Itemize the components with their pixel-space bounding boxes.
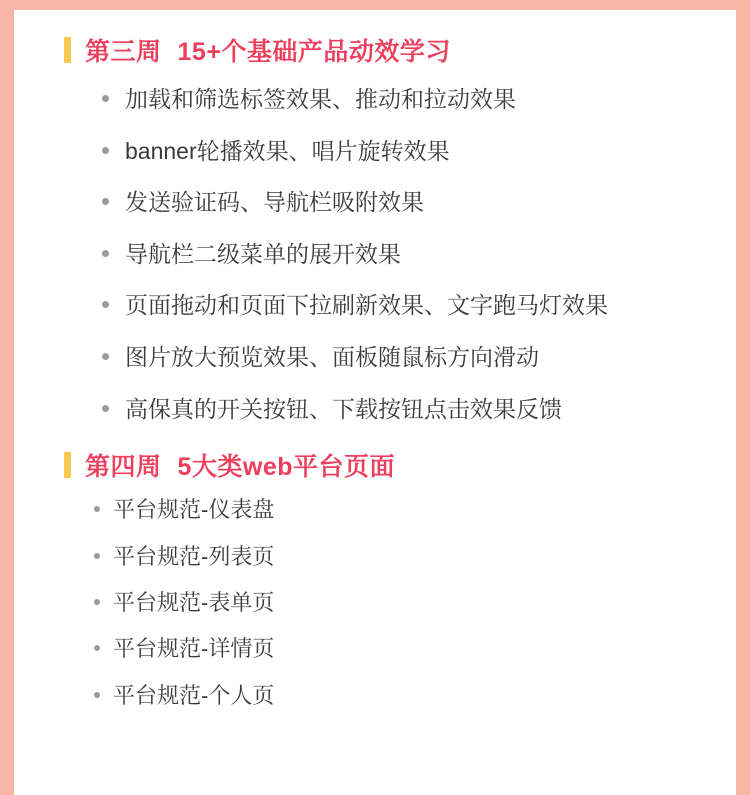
list-item-label: 导航栏二级菜单的展开效果	[125, 240, 401, 267]
section-title-label: 15+个基础产品动效学习	[177, 38, 451, 66]
bullet-dot-icon	[94, 599, 100, 605]
list-item	[102, 189, 722, 217]
list-item	[102, 138, 722, 166]
bullet-dot-icon	[94, 506, 100, 512]
list-item	[94, 544, 722, 570]
accent-bar-icon	[64, 452, 71, 478]
bullet-dot-icon	[102, 95, 109, 102]
bullet-dot-icon	[102, 198, 109, 205]
page-content	[28, 10, 722, 795]
section-week-label: 第四周	[85, 453, 162, 482]
list-item-label: 平台规范-列表页	[113, 543, 275, 569]
list-item	[102, 241, 722, 269]
list-item-label: 平台规范-仪表盘	[113, 497, 275, 523]
list-item-label: 平台规范-个人页	[113, 682, 275, 708]
section-header-week-three	[64, 32, 722, 68]
list-item	[94, 497, 722, 523]
accent-bar-icon	[64, 37, 71, 63]
list-item-label: 高保真的开关按钮、下载按钮点击效果反馈	[125, 395, 562, 422]
list-item-label: banner轮播效果、唱片旋转效果	[125, 137, 450, 164]
bullet-dot-icon	[94, 645, 100, 651]
list-item	[102, 86, 722, 114]
list-item-label: 平台规范-表单页	[113, 589, 275, 615]
bullet-dot-icon	[102, 147, 109, 154]
bullet-dot-icon	[102, 250, 109, 257]
section-week-four	[28, 447, 722, 709]
list-item	[94, 590, 722, 616]
bullet-dot-icon	[94, 553, 100, 559]
bullet-dot-icon	[94, 692, 100, 698]
list-item	[102, 292, 722, 320]
topic-list-week-four	[94, 497, 722, 709]
topic-list-week-three	[102, 86, 722, 423]
list-item	[94, 683, 722, 709]
section-week-three	[28, 32, 722, 423]
bullet-dot-icon	[102, 353, 109, 360]
list-item	[102, 396, 722, 424]
list-item-label: 加载和筛选标签效果、推动和拉动效果	[125, 86, 516, 112]
bullet-dot-icon	[102, 301, 109, 308]
list-item	[102, 344, 722, 372]
section-title-week-three	[85, 32, 451, 68]
list-item-label: 平台规范-详情页	[113, 636, 275, 662]
list-item-label: 发送验证码、导航栏吸附效果	[125, 189, 424, 216]
bullet-dot-icon	[102, 405, 109, 412]
list-item-label: 页面拖动和页面下拉刷新效果、文字跑马灯效果	[125, 292, 608, 319]
list-item-label: 图片放大预览效果、面板随鼠标方向滑动	[125, 343, 539, 370]
section-title-label: 5大类web平台页面	[177, 453, 396, 482]
section-week-label: 第三周	[85, 38, 162, 66]
section-title-week-four	[85, 447, 395, 483]
section-header-week-four	[64, 447, 722, 483]
list-item	[94, 636, 722, 662]
